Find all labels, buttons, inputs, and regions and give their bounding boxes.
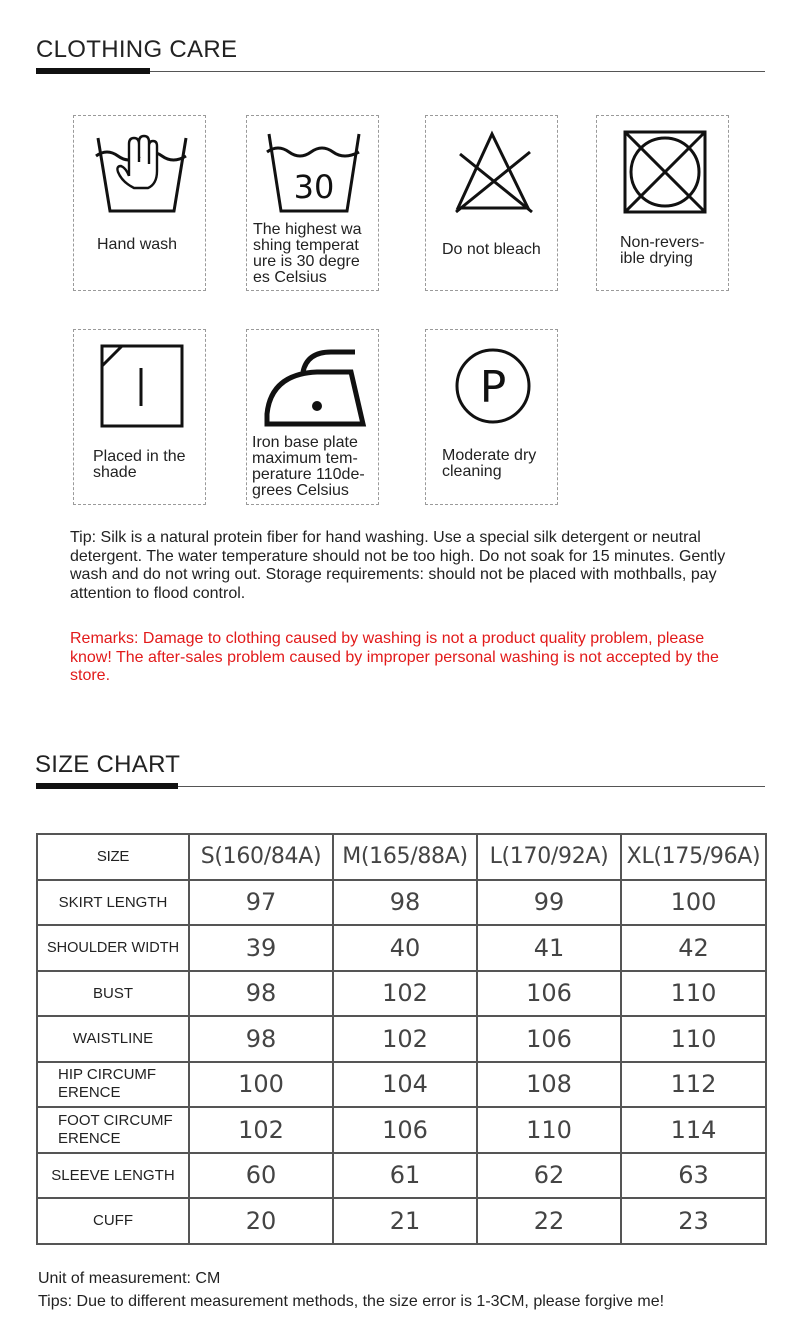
care-card-wash-30 — [246, 115, 379, 291]
size-chart-table — [36, 833, 767, 1245]
table-cell: 110 — [621, 1016, 766, 1062]
care-label: Hand wash — [97, 236, 178, 253]
size-tips-note: Tips: Due to different measurement methods, the size error is 1-3CM, please forgive me! — [38, 1293, 665, 1310]
care-card-dry-clean — [425, 329, 558, 505]
row-label: WAISTLINE — [37, 1016, 189, 1062]
header-cell: SIZE — [37, 834, 189, 880]
care-tip: Tip: Silk is a natural protein fiber for hand washing. Use a special silk detergent or neutral detergent. The water temperature should not be too high. Do not soak for 15 minutes. Gently wash and do not wring out. Storage requirements: should not be placed with mothballs, pay attention to flood control. — [70, 529, 726, 602]
dry-clean-p-icon — [426, 330, 557, 440]
table-cell: 23 — [621, 1198, 766, 1244]
table-cell: 39 — [189, 925, 333, 971]
iron-low-icon — [247, 330, 378, 440]
wash-temp-number: 30 — [293, 168, 335, 206]
table-row — [37, 1107, 766, 1153]
table-cell: 98 — [333, 880, 477, 926]
care-card-dry-shade — [73, 329, 206, 505]
table-cell: 63 — [621, 1153, 766, 1199]
wash-30-icon — [247, 116, 378, 226]
table-cell: 110 — [477, 1107, 621, 1153]
table-cell: 100 — [189, 1062, 333, 1108]
table-cell: 114 — [621, 1107, 766, 1153]
table-cell: 40 — [333, 925, 477, 971]
section-accent-bar — [36, 783, 178, 789]
table-cell: 21 — [333, 1198, 477, 1244]
table-cell: 60 — [189, 1153, 333, 1199]
care-label: Non-revers- ible drying — [620, 234, 705, 267]
row-label: CUFF — [37, 1198, 189, 1244]
care-label: Placed in the shade — [93, 448, 186, 481]
section-accent-bar — [36, 68, 150, 74]
care-card-no-bleach — [425, 115, 558, 291]
header-cell: M(165/88A) — [333, 834, 477, 880]
row-label: BUST — [37, 971, 189, 1017]
do-not-bleach-icon — [426, 116, 557, 226]
table-cell: 102 — [333, 971, 477, 1017]
care-card-iron — [246, 329, 379, 505]
dry-clean-letter: P — [479, 362, 507, 413]
table-cell: 106 — [333, 1107, 477, 1153]
table-row — [37, 925, 766, 971]
table-row — [37, 1062, 766, 1108]
row-label: SKIRT LENGTH — [37, 880, 189, 926]
care-card-hand-wash — [73, 115, 206, 291]
table-row — [37, 1153, 766, 1199]
hand-wash-icon — [74, 116, 205, 226]
table-cell: 112 — [621, 1062, 766, 1108]
dry-in-shade-icon — [74, 330, 205, 440]
table-row — [37, 880, 766, 926]
table-cell: 102 — [333, 1016, 477, 1062]
care-label: Iron base plate maximum tem- perature 110de- grees Celsius — [252, 434, 365, 499]
table-row — [37, 1198, 766, 1244]
care-remarks: Remarks: Damage to clothing caused by washing is not a product quality problem, please know! The after-sales problem caused by improper personal washing is not accepted by the store. — [70, 630, 719, 684]
table-cell: 106 — [477, 1016, 621, 1062]
table-cell: 108 — [477, 1062, 621, 1108]
table-cell: 110 — [621, 971, 766, 1017]
table-cell: 41 — [477, 925, 621, 971]
table-cell: 61 — [333, 1153, 477, 1199]
table-cell: 20 — [189, 1198, 333, 1244]
table-cell: 106 — [477, 971, 621, 1017]
header-cell: S(160/84A) — [189, 834, 333, 880]
row-label: SLEEVE LENGTH — [37, 1153, 189, 1199]
unit-note: Unit of measurement: CM — [38, 1270, 221, 1287]
no-tumble-dry-icon — [597, 116, 728, 226]
header-cell: XL(175/96A) — [621, 834, 766, 880]
table-cell: 98 — [189, 971, 333, 1017]
table-cell: 97 — [189, 880, 333, 926]
table-header-row — [37, 834, 766, 880]
care-card-no-tumble-dry — [596, 115, 729, 291]
table-row — [37, 1016, 766, 1062]
table-cell: 98 — [189, 1016, 333, 1062]
row-label: SHOULDER WIDTH — [37, 925, 189, 971]
header-cell: L(170/92A) — [477, 834, 621, 880]
table-cell: 22 — [477, 1198, 621, 1244]
table-row — [37, 971, 766, 1017]
table-cell: 99 — [477, 880, 621, 926]
row-label: FOOT CIRCUMF ERENCE — [37, 1107, 189, 1153]
care-label: Do not bleach — [442, 241, 541, 258]
care-label: Moderate dry cleaning — [442, 447, 537, 480]
table-cell: 100 — [621, 880, 766, 926]
table-cell: 42 — [621, 925, 766, 971]
care-label: The highest wa shing temperat ure is 30 degre es Celsius — [253, 221, 362, 286]
row-label: HIP CIRCUMF ERENCE — [37, 1062, 189, 1108]
table-cell: 102 — [189, 1107, 333, 1153]
table-cell: 62 — [477, 1153, 621, 1199]
size-chart-title: SIZE CHART — [35, 751, 181, 778]
table-cell: 104 — [333, 1062, 477, 1108]
clothing-care-title: CLOTHING CARE — [36, 36, 238, 63]
